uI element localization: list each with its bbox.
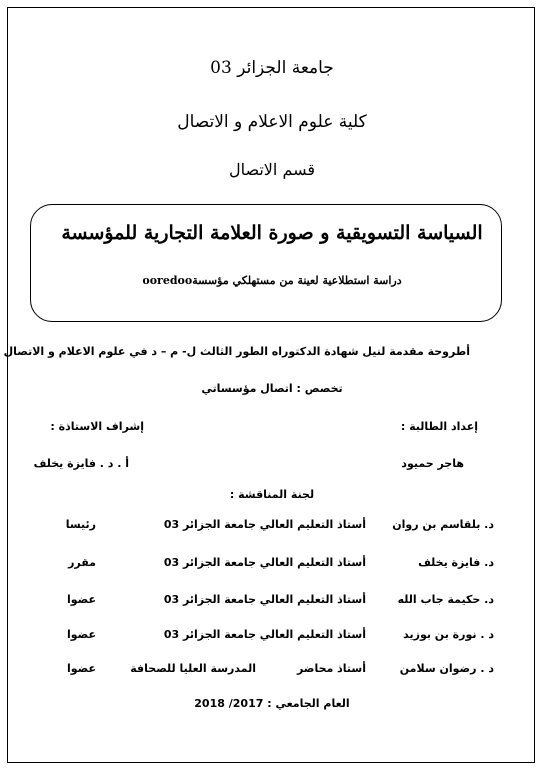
academic-year: العام الجامعي : 2017/ 2018 [194, 697, 350, 710]
jury-member-role: رئيسا [65, 518, 96, 531]
jury-member-institution: جامعة الجزائر 03 [163, 628, 256, 641]
thesis-title: السياسة التسويقية و صورة العلامة التجارية للمؤسسة [61, 222, 483, 244]
faculty-name: كلية علوم الاعلام و الاتصال [177, 112, 367, 132]
jury-member-role: عضوا [66, 662, 96, 675]
jury-member-rank: أستاذ التعليم العالي [259, 628, 366, 641]
jury-row [0, 662, 544, 680]
jury-member-rank: أستاذ التعليم العالي [259, 518, 366, 531]
jury-member-rank: أستاذ التعليم العالي [259, 593, 366, 606]
jury-member-name: د. فايزة يخلف [418, 556, 494, 569]
jury-label: لجنة المناقشة : [229, 488, 315, 501]
jury-member-rank: أستاذ التعليم العالي [259, 556, 366, 569]
supervision-label: إشراف الاستاذة : [50, 420, 144, 433]
supervisor-name: أ . د . فايزة يخلف [33, 457, 129, 470]
specialization: تخصص : اتصال مؤسساتي [201, 382, 343, 395]
jury-member-role: عضوا [66, 628, 96, 641]
jury-row [0, 628, 544, 646]
jury-member-name: د. حكيمة جاب الله [397, 593, 494, 606]
jury-member-rank: أستاذ محاضر [296, 662, 366, 675]
jury-member-institution: جامعة الجزائر 03 [163, 518, 256, 531]
jury-row [0, 593, 544, 611]
jury-member-name: د . نورة بن بوزيد [403, 628, 494, 641]
student-name: هاجر حميود [401, 457, 464, 470]
thesis-subtitle: دراسة استطلاعية لعينة من مستهلكي مؤسسةooredoo [142, 274, 402, 287]
university-name: جامعة الجزائر 03 [210, 58, 334, 78]
jury-member-name: د . رضوان سلامن [399, 662, 494, 675]
jury-member-institution: المدرسة العليا للصحافة [130, 662, 256, 675]
department-name: قسم الاتصال [228, 160, 316, 179]
jury-row [0, 518, 544, 536]
jury-member-institution: جامعة الجزائر 03 [163, 593, 256, 606]
jury-member-role: مقرر [68, 556, 96, 569]
jury-member-institution: جامعة الجزائر 03 [163, 556, 256, 569]
jury-member-role: عضوا [66, 593, 96, 606]
jury-member-name: د. بلقاسم بن روان [392, 518, 494, 531]
thesis-statement: أطروحة مقدمة لنيل شهادة الدكتوراه الطور الثالث ل- م – د في علوم الاعلام و الاتصال [3, 345, 470, 358]
jury-row [0, 556, 544, 574]
prepared-by-label: إعداد الطالبة : [400, 420, 478, 433]
